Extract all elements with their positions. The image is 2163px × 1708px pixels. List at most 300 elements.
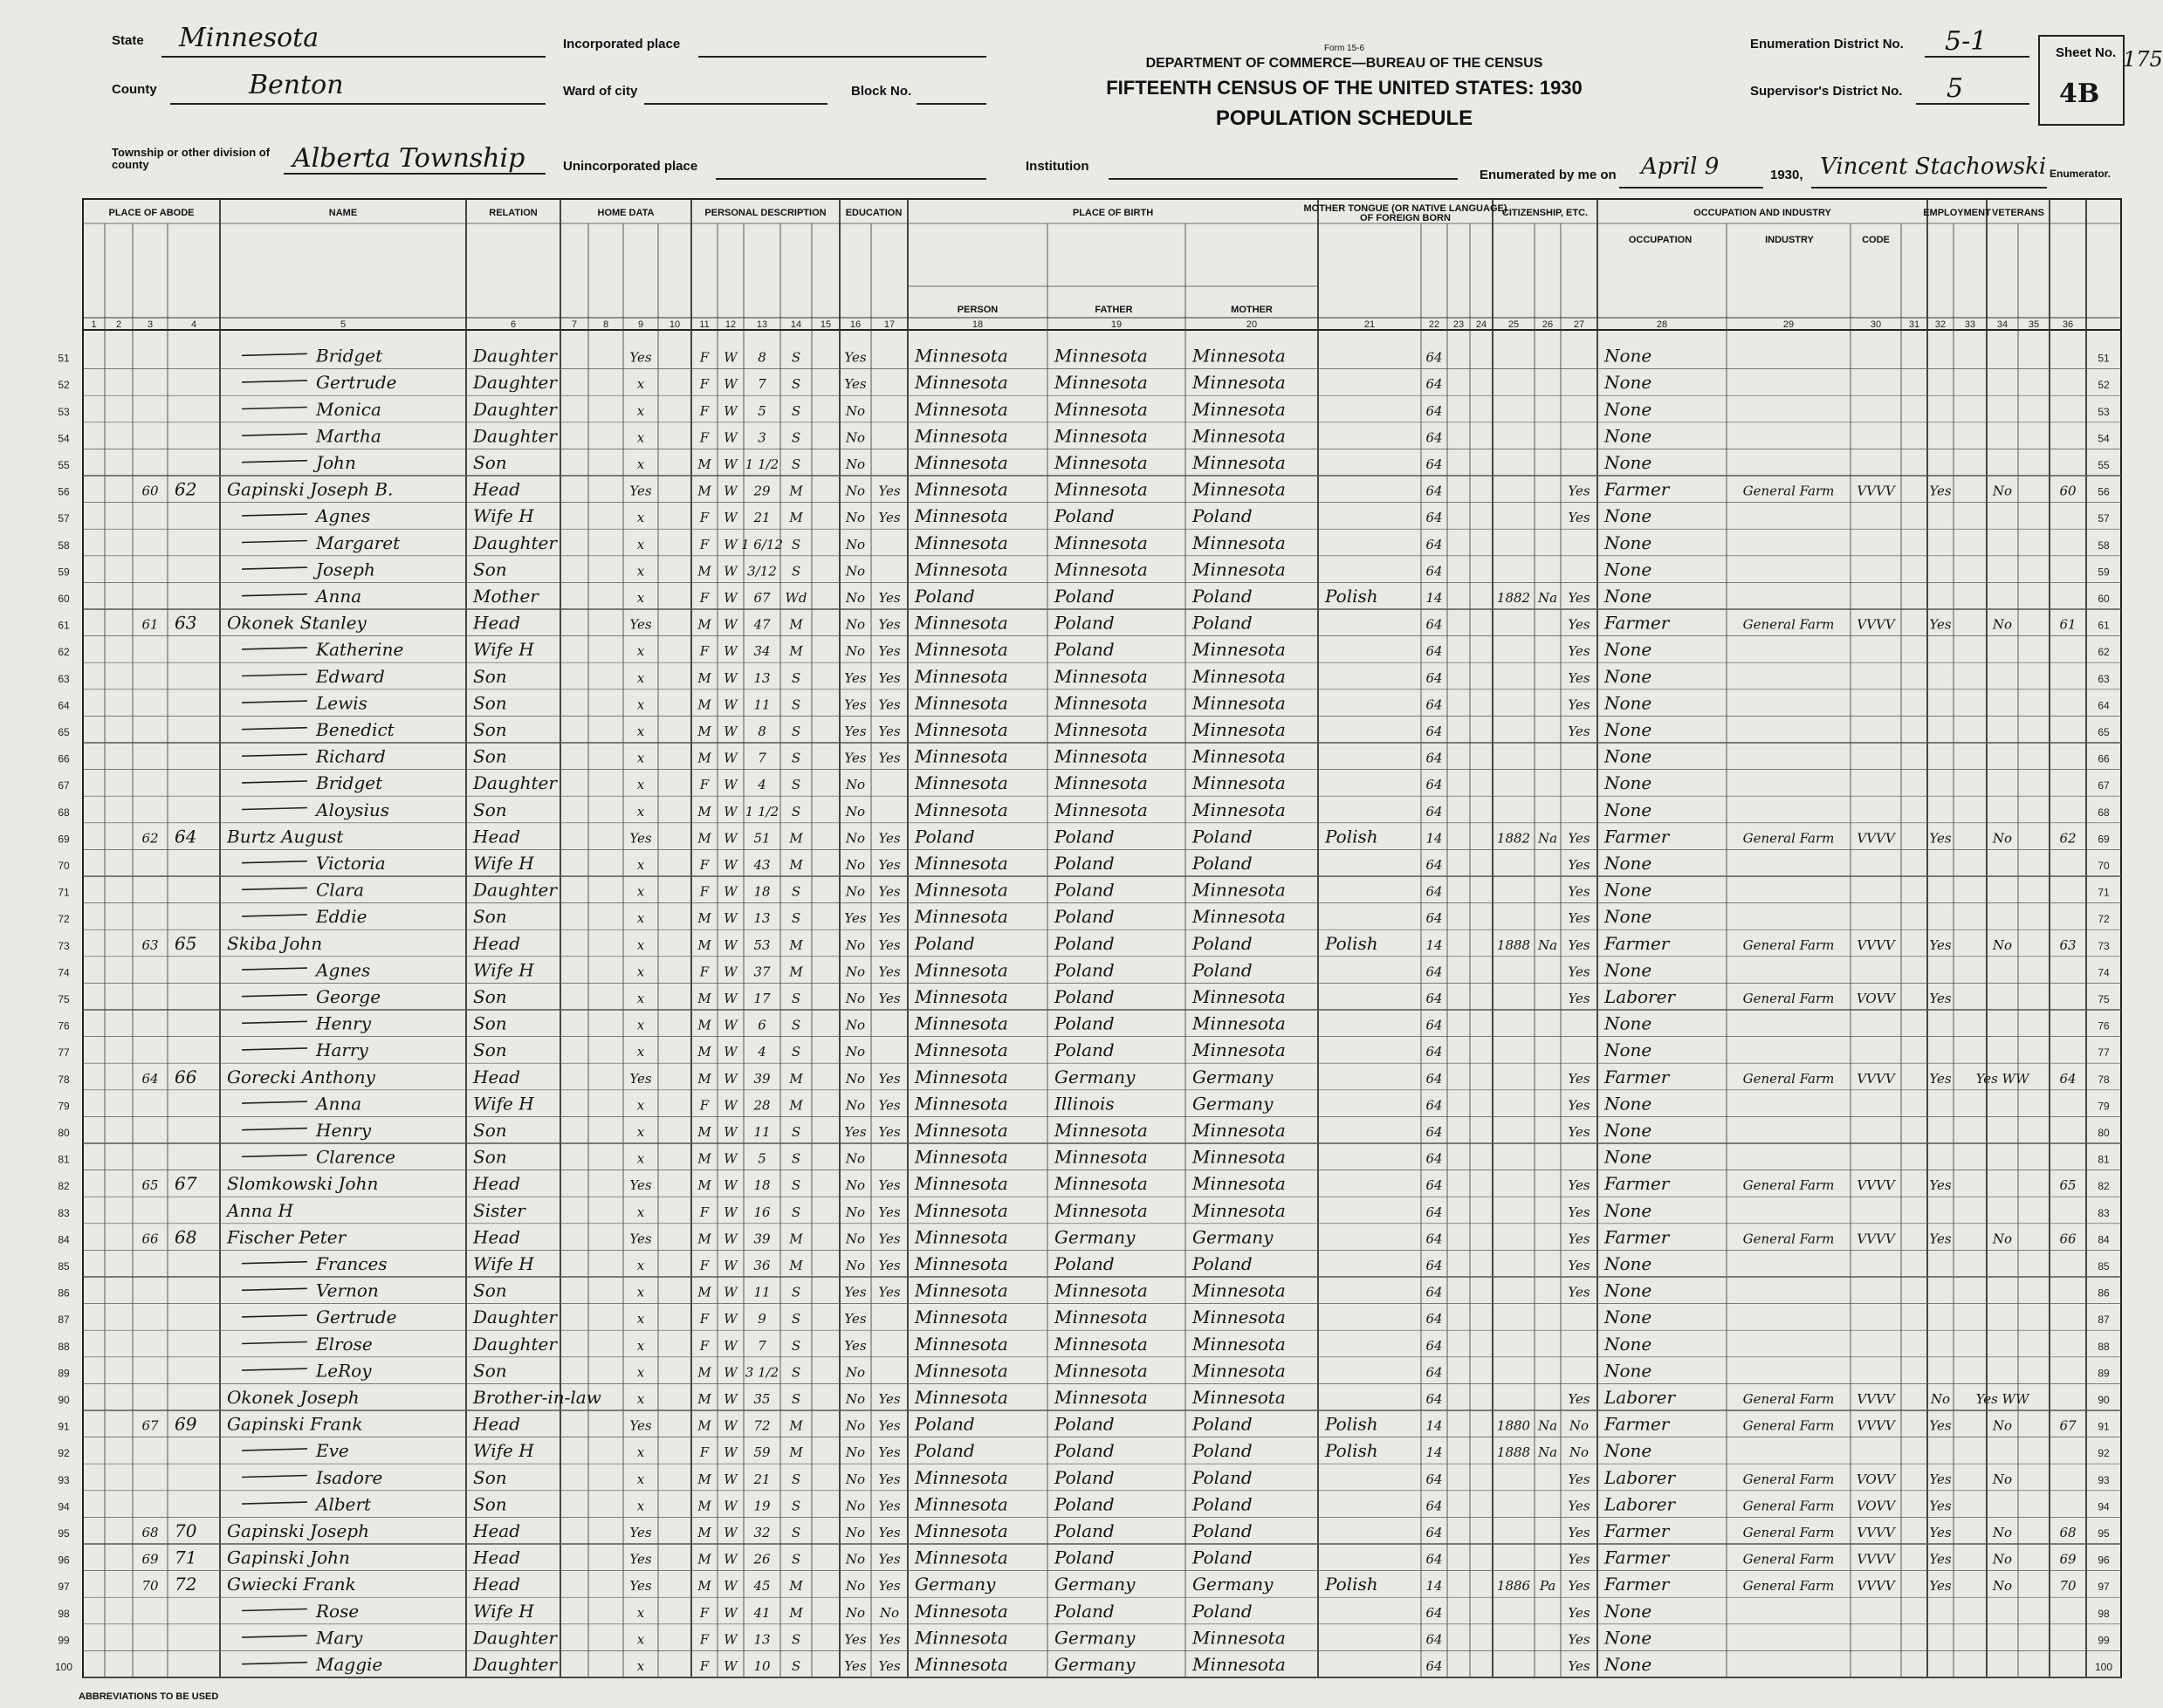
cell-fb: Poland <box>1054 1547 1115 1568</box>
line-number-right: 84 <box>2098 1233 2110 1246</box>
cell-lit: Yes <box>878 1177 901 1194</box>
cell-race: W <box>724 1364 738 1381</box>
cell-code-a: 64 <box>1425 883 1443 900</box>
cell-age: 41 <box>753 1604 771 1621</box>
col-number: 15 <box>820 319 832 330</box>
cell-code-a: 64 <box>1425 696 1443 713</box>
line-number-right: 79 <box>2098 1100 2110 1113</box>
cell-emp: Yes <box>1929 1525 1952 1540</box>
cell-eng: Yes <box>1568 643 1590 660</box>
cell-rad: Yes <box>629 349 652 366</box>
cell-race: W <box>724 1231 738 1247</box>
cell-fb: Poland <box>1054 586 1115 607</box>
cell-pb: Minnesota <box>915 1387 1008 1408</box>
cell-name: Gwiecki Frank <box>227 1574 356 1595</box>
cell-name: Okonek Stanley <box>227 612 367 634</box>
cell-farm: 63 <box>2059 936 2077 953</box>
cell-code: VVVV <box>1857 1231 1895 1247</box>
line-number-right: 60 <box>2098 593 2110 605</box>
cell-pb: Minnesota <box>915 1093 1008 1115</box>
cell-age: 7 <box>758 376 766 393</box>
census-title: FIFTEENTH CENSUS OF THE UNITED STATES: 1930 <box>1106 77 1583 99</box>
cell-rel: Daughter <box>473 345 557 367</box>
cell-sch: No <box>845 1097 866 1114</box>
cell-name: Vernon <box>316 1279 379 1301</box>
cell-sch: No <box>845 456 866 472</box>
cell-mb: Poland <box>1192 586 1253 607</box>
line-number-left: 63 <box>58 672 70 685</box>
cell-dw: 61 <box>141 616 159 633</box>
cell-pb: Minnesota <box>915 906 1008 928</box>
cell-eng: Yes <box>1568 1471 1590 1487</box>
birth-subhead: PERSON <box>957 305 999 315</box>
line-number-left: 64 <box>58 699 70 712</box>
cell-sch: Yes <box>844 724 867 739</box>
cell-age: 51 <box>753 830 771 847</box>
cell-age: 4 <box>758 777 766 793</box>
cell-code-a: 64 <box>1425 456 1443 472</box>
cell-fb: Poland <box>1054 1600 1115 1622</box>
cell-occ: None <box>1604 452 1652 473</box>
cell-rad: x <box>636 1124 645 1140</box>
cell-rad: x <box>636 376 645 393</box>
group-heading: CITIZENSHIP, ETC. <box>1501 208 1589 218</box>
cell-rel: Head <box>473 612 521 634</box>
cell-lit: Yes <box>878 1258 901 1273</box>
group-heading: OCCUPATION AND INDUSTRY <box>1693 208 1831 218</box>
line-number-right: 69 <box>2098 833 2110 846</box>
col-number: 13 <box>756 319 768 330</box>
cell-occ: None <box>1604 559 1652 580</box>
col-number: 34 <box>1996 319 2008 330</box>
line-number-right: 78 <box>2098 1073 2110 1086</box>
cell-farm: 70 <box>2059 1578 2077 1595</box>
cell-race: W <box>724 1417 738 1434</box>
surname-dash <box>242 675 307 676</box>
cell-mar: S <box>791 803 801 820</box>
cell-occ: Farmer <box>1604 1574 1670 1595</box>
cell-rad: x <box>636 1017 645 1033</box>
cell-mar: S <box>791 991 801 1006</box>
cell-mb: Minnesota <box>1192 986 1286 1007</box>
cell-ind: General Farm <box>1742 1578 1835 1595</box>
cell-mar: S <box>791 1658 801 1674</box>
cell-age: 11 <box>753 696 771 713</box>
cell-dw: 69 <box>141 1551 159 1567</box>
cell-age: 21 <box>753 510 771 526</box>
cell-sex: M <box>697 750 711 766</box>
cell-ind: General Farm <box>1742 616 1835 633</box>
sheet-label: Sheet No. <box>2056 45 2117 60</box>
line-number-right: 74 <box>2098 966 2110 979</box>
cell-rel: Mother <box>473 586 539 607</box>
cell-race: W <box>724 1177 738 1194</box>
cell-sex: M <box>697 1525 711 1540</box>
cell-ind: General Farm <box>1742 1498 1835 1514</box>
cell-code-a: 64 <box>1425 1525 1443 1540</box>
cell-rel: Head <box>473 1173 521 1195</box>
institution-label: Institution <box>1026 159 1089 174</box>
cell-race: W <box>724 1471 738 1487</box>
line-number-right: 83 <box>2098 1206 2110 1219</box>
line-number-right: 91 <box>2098 1420 2110 1433</box>
cell-name: Eddie <box>316 906 367 928</box>
cell-pb: Minnesota <box>915 532 1008 553</box>
cell-eng: Yes <box>1568 830 1590 847</box>
cell-farm: 60 <box>2059 483 2077 499</box>
cell-rel: Son <box>473 692 507 714</box>
cell-name: Clara <box>316 879 365 901</box>
line-number-left: 83 <box>58 1206 70 1219</box>
cell-fb: Poland <box>1054 1012 1115 1034</box>
cell-code-a: 64 <box>1425 803 1443 820</box>
surname-dash <box>242 728 307 730</box>
cell-rel: Head <box>473 826 521 847</box>
cell-fb: Minnesota <box>1054 665 1148 687</box>
line-number-left: 90 <box>58 1394 70 1406</box>
cell-mb: Minnesota <box>1192 1039 1286 1061</box>
cell-sch: No <box>845 857 866 873</box>
cell-rad: x <box>636 750 645 766</box>
cell-race: W <box>724 724 738 739</box>
cell-sex: F <box>699 429 710 446</box>
cell-mb: Germany <box>1192 1226 1274 1248</box>
cell-race: W <box>724 590 738 606</box>
cell-pb: Minnesota <box>915 398 1008 420</box>
surname-dash <box>242 1101 307 1103</box>
cell-name: Gertrude <box>316 1307 397 1328</box>
state-label: State <box>112 33 144 48</box>
cell-name: Margaret <box>316 532 401 553</box>
cell-mb: Germany <box>1192 1574 1274 1595</box>
cell-mar: S <box>791 1551 801 1567</box>
line-number-right: 99 <box>2098 1634 2110 1647</box>
cell-mb: Minnesota <box>1192 478 1286 500</box>
cell-occ: Farmer <box>1604 1226 1670 1248</box>
cell-occ: None <box>1604 1093 1652 1115</box>
cell-sex: F <box>699 643 710 660</box>
cell-yr: 1888 <box>1496 1444 1531 1461</box>
cell-yr: 1880 <box>1496 1417 1531 1434</box>
cell-vet: No <box>1992 1525 2013 1540</box>
cell-name: George <box>316 986 381 1007</box>
cell-sex: M <box>697 563 711 580</box>
cell-mb: Poland <box>1192 612 1253 634</box>
cell-farm: 69 <box>2059 1551 2077 1567</box>
cell-farm: 62 <box>2059 830 2077 847</box>
cell-farm: 66 <box>2059 1231 2077 1247</box>
line-number-right: 96 <box>2098 1554 2110 1567</box>
birth-subhead: FATHER <box>1095 305 1133 315</box>
cell-fb: Germany <box>1054 1574 1136 1595</box>
cell-tongue: Polish <box>1325 1413 1378 1435</box>
cell-rad: x <box>636 456 645 472</box>
line-number-left: 55 <box>58 459 70 471</box>
line-number-left: 77 <box>58 1046 70 1060</box>
cell-sch: No <box>845 803 866 820</box>
cell-mar: S <box>791 1284 801 1300</box>
township-value: Alberta Township <box>292 143 525 174</box>
cell-ind: General Farm <box>1742 1471 1835 1487</box>
cell-sch: Yes <box>844 1284 867 1300</box>
cell-code-a: 14 <box>1425 1578 1443 1595</box>
line-number-left: 62 <box>58 646 70 659</box>
cell-pb: Minnesota <box>915 1279 1008 1301</box>
cell-code-a: 64 <box>1425 1658 1443 1674</box>
cell-rel: Head <box>473 1413 521 1435</box>
cell-code-a: 64 <box>1425 910 1443 927</box>
cell-pb: Minnesota <box>915 1199 1008 1221</box>
cell-fb: Poland <box>1054 505 1115 527</box>
col-number: 6 <box>510 319 517 330</box>
cell-eng: Yes <box>1568 857 1590 873</box>
cell-fb: Poland <box>1054 1039 1115 1061</box>
cell-tongue: Polish <box>1325 1440 1378 1462</box>
cell-sch: Yes <box>844 1124 867 1140</box>
surname-dash <box>242 1663 307 1664</box>
line-number-left: 98 <box>58 1607 70 1620</box>
col-number: 18 <box>972 319 984 330</box>
cell-pb: Poland <box>915 586 975 607</box>
cell-sex: F <box>699 1311 710 1327</box>
cell-age: 13 <box>753 910 771 927</box>
line-number-left: 72 <box>58 913 70 926</box>
cell-code: VVVV <box>1857 1578 1895 1595</box>
cell-sex: F <box>699 536 710 552</box>
line-number-left: 73 <box>58 939 70 952</box>
cell-pb: Minnesota <box>915 372 1008 394</box>
cell-fb: Germany <box>1054 1627 1136 1649</box>
cell-name: Burtz August <box>227 826 344 847</box>
cell-occ: None <box>1604 345 1652 367</box>
group-heading: HOME DATA <box>597 208 655 218</box>
line-number-right: 53 <box>2098 405 2110 418</box>
cell-code-a: 64 <box>1425 1551 1443 1567</box>
cell-race: W <box>724 536 738 552</box>
line-number-left: 60 <box>58 593 70 605</box>
cell-occ: None <box>1604 425 1652 447</box>
cell-sex: F <box>699 1658 710 1674</box>
cell-pb: Minnesota <box>915 1600 1008 1622</box>
cell-race: W <box>724 1658 738 1674</box>
line-number-right: 73 <box>2098 939 2110 952</box>
cell-rel: Daughter <box>473 1654 557 1675</box>
cell-mar: S <box>791 777 801 793</box>
cell-mb: Poland <box>1192 1600 1253 1622</box>
cell-occ: None <box>1604 1440 1652 1462</box>
line-number-right: 75 <box>2098 993 2110 1005</box>
cell-fam: 66 <box>175 1066 197 1087</box>
cell-name: Anna <box>316 586 362 607</box>
incorporated-label: Incorporated place <box>563 37 681 51</box>
cell-mb: Minnesota <box>1192 1279 1286 1301</box>
cell-code-a: 64 <box>1425 857 1443 873</box>
cell-tongue: Polish <box>1325 826 1378 847</box>
cell-sex: M <box>697 1124 711 1140</box>
cell-lit: Yes <box>878 669 901 686</box>
cell-mar: M <box>789 1231 803 1247</box>
cell-age: 43 <box>753 857 771 873</box>
cell-code-a: 64 <box>1425 1337 1443 1354</box>
line-number-right: 68 <box>2098 806 2110 819</box>
cell-mb: Minnesota <box>1192 665 1286 687</box>
cell-sch: No <box>845 1578 866 1595</box>
cell-mar: S <box>791 1631 801 1648</box>
cell-sex: M <box>697 910 711 927</box>
col-number: 33 <box>1964 319 1976 330</box>
cell-lit: Yes <box>878 510 901 526</box>
cell-ind: General Farm <box>1742 1070 1835 1087</box>
cell-tongue: Polish <box>1325 1574 1378 1595</box>
cell-sex: M <box>697 803 711 820</box>
cell-pb: Germany <box>915 1574 996 1595</box>
cell-sch: Yes <box>844 669 867 686</box>
cell-mb: Poland <box>1192 505 1253 527</box>
cell-fb: Poland <box>1054 986 1115 1007</box>
cell-mar: S <box>791 1150 801 1167</box>
cell-mar: S <box>791 669 801 686</box>
cell-rad: Yes <box>629 830 652 847</box>
cell-rel: Son <box>473 1039 507 1061</box>
col-number: 14 <box>790 319 802 330</box>
cell-sch: No <box>845 1364 866 1381</box>
cell-rel: Wife H <box>473 1093 534 1115</box>
cell-mb: Minnesota <box>1192 425 1286 447</box>
cell-name: Slomkowski John <box>227 1173 379 1195</box>
cell-rad: x <box>636 910 645 927</box>
cell-age: 35 <box>753 1391 771 1407</box>
cell-occ: None <box>1604 692 1652 714</box>
surname-dash <box>242 434 307 436</box>
col-number: 4 <box>190 319 197 330</box>
line-number-left: 69 <box>58 833 70 846</box>
cell-race: W <box>724 376 738 393</box>
cell-sch: Yes <box>844 696 867 713</box>
cell-mar: S <box>791 1017 801 1033</box>
cell-mar: M <box>789 1417 803 1434</box>
cell-rel: Son <box>473 665 507 687</box>
cell-occ: Laborer <box>1604 1493 1676 1515</box>
cell-rad: x <box>636 402 645 419</box>
cell-lit: Yes <box>878 1525 901 1540</box>
line-number-left: 81 <box>58 1153 70 1166</box>
cell-rel: Son <box>473 799 507 820</box>
cell-sex: F <box>699 1258 710 1273</box>
cell-code-a: 64 <box>1425 536 1443 552</box>
cell-mar: S <box>791 1044 801 1060</box>
cell-pb: Poland <box>915 932 975 954</box>
cell-dw: 67 <box>141 1417 159 1434</box>
cell-occ: None <box>1604 1039 1652 1061</box>
cell-age: 32 <box>753 1525 771 1540</box>
cell-rel: Daughter <box>473 772 557 794</box>
cell-nat: Pa <box>1539 1578 1556 1595</box>
cell-lit: Yes <box>878 1498 901 1514</box>
cell-rel: Sister <box>473 1199 525 1221</box>
cell-occ: Farmer <box>1604 478 1670 500</box>
cell-code-a: 64 <box>1425 616 1443 633</box>
cell-farm: 68 <box>2059 1525 2077 1540</box>
cell-fam: 69 <box>175 1413 197 1435</box>
cell-mar: S <box>791 750 801 766</box>
cell-fb: Poland <box>1054 879 1115 901</box>
cell-sch: No <box>845 1551 866 1567</box>
cell-mar: S <box>791 1311 801 1327</box>
cell-mar: S <box>791 349 801 366</box>
line-number-right: 67 <box>2098 779 2110 792</box>
cell-occ: None <box>1604 719 1652 740</box>
cell-vet: No <box>1992 830 2013 847</box>
cell-race: W <box>724 1337 738 1354</box>
cell-sch: No <box>845 402 866 419</box>
cell-lit: Yes <box>878 696 901 713</box>
cell-name: Skiba John <box>227 932 323 954</box>
cell-mar: S <box>791 1177 801 1194</box>
cell-fb: Minnesota <box>1054 1173 1148 1195</box>
cell-code-a: 64 <box>1425 1258 1443 1273</box>
cell-race: W <box>724 803 738 820</box>
surname-dash <box>242 1368 307 1370</box>
cell-age: 1 1/2 <box>745 456 779 472</box>
line-number-left: 58 <box>58 538 70 552</box>
cell-code-a: 64 <box>1425 777 1443 793</box>
cell-eng: Yes <box>1568 1204 1590 1220</box>
line-number-right: 71 <box>2098 886 2110 899</box>
cell-emp: Yes <box>1929 991 1952 1006</box>
cell-sex: F <box>699 1337 710 1354</box>
cell-code: VOVV <box>1856 1498 1896 1514</box>
cell-lit: Yes <box>878 1658 901 1674</box>
line-number-left: 84 <box>58 1233 70 1246</box>
cell-age: 13 <box>753 669 771 686</box>
line-number-left: 51 <box>58 352 70 365</box>
col-number: 24 <box>1475 319 1487 330</box>
cell-mb: Poland <box>1192 1440 1253 1462</box>
cell-fb: Minnesota <box>1054 772 1148 794</box>
line-number-right: 93 <box>2098 1473 2110 1486</box>
cell-rad: x <box>636 1471 645 1487</box>
cell-code-a: 64 <box>1425 991 1443 1006</box>
line-number-right: 85 <box>2098 1260 2110 1272</box>
cell-race: W <box>724 349 738 366</box>
form-number: Form 15-6 <box>1323 44 1365 53</box>
line-number-left: 53 <box>58 405 70 418</box>
cell-mar: S <box>791 1391 801 1407</box>
cell-lit: Yes <box>878 643 901 660</box>
cell-lit: Yes <box>878 1231 901 1247</box>
cell-occ: None <box>1604 505 1652 527</box>
cell-rel: Son <box>473 1146 507 1168</box>
cell-mar: M <box>789 857 803 873</box>
cell-ind: General Farm <box>1742 830 1835 847</box>
cell-name: Martha <box>316 425 381 447</box>
cell-fb: Germany <box>1054 1226 1136 1248</box>
cell-name: Gertrude <box>316 372 397 394</box>
line-number-left: 80 <box>58 1127 70 1139</box>
cell-code: VOVV <box>1856 1471 1896 1487</box>
cell-lit: Yes <box>878 883 901 900</box>
cell-race: W <box>724 964 738 980</box>
surname-dash <box>242 808 307 810</box>
cell-lit: Yes <box>878 1070 901 1087</box>
cell-rel: Daughter <box>473 425 557 447</box>
cell-code-a: 64 <box>1425 1231 1443 1247</box>
line-number-left: 68 <box>58 806 70 819</box>
cell-emp: Yes <box>1929 1578 1952 1595</box>
cell-sch: No <box>845 429 866 446</box>
line-number-right: 82 <box>2098 1180 2110 1193</box>
cell-yr: 1886 <box>1496 1578 1531 1595</box>
